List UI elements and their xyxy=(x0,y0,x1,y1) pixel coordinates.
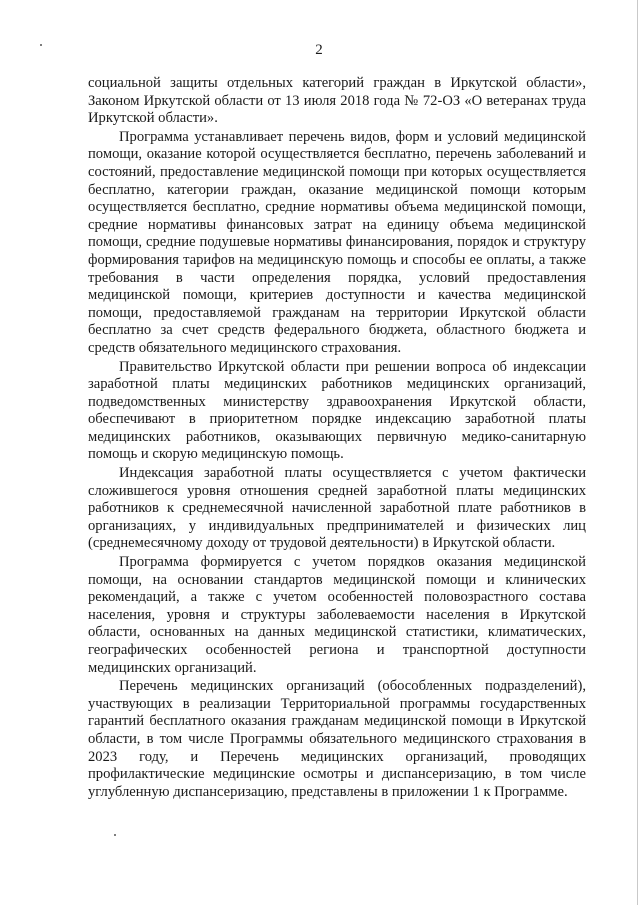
paragraph-continuation: социальной защиты отдельных категорий граждан в Иркутской области», Законом Иркутской области от 13 июля 2018 года № 72-ОЗ «О ветеранах труда Иркутской области». xyxy=(88,75,586,127)
paragraph-program-scope: Программа устанавливает перечень видов, форм и условий медицинской помощи, оказание которой осуществляется бесплатно, перечень заболеваний и состояний, предоставление медицинской помощи при которых осуществляется бесплатно, категории граждан, оказание медицинской помощи которым осуществляется бесплатно, средние нормативы объема медицинской помощи, средние нормативы финансовых затрат на единицу объема медицинской помощи, средние подушевые нормативы финансирования, порядок и структуру формирования тарифов на медицинскую помощь и способы ее оплаты, а также требования в части определения порядка, условий предоставления медицинской помощи, критериев доступности и качества медицинской помощи, предоставляемой гражданам на территории Иркутской области бесплатно за счет средств федерального бюджета, областного бюджета и средств обязательного медицинского страхования. xyxy=(88,128,586,356)
paragraph-medical-organizations-list: Перечень медицинских организаций (обособленных подразделений), участвующих в реализации Территориальной программы государственных гарантий бесплатного оказания гражданам медицинской помощи в Иркутской области, в том числе Программы обязательного медицинского страхования в 2023 году, и Перечень медицинских организаций, проводящих профилактические медицинские осмотры и диспансеризацию, в том числе углубленную диспансеризацию, представлены в приложении 1 к Программе. xyxy=(88,678,586,800)
paragraph-program-formation: Программа формируется с учетом порядков оказания медицинской помощи, на основании стандартов медицинской помощи и клинических рекомендаций, а также с учетом особенностей половозрастного состава населения, уровня и структуры заболеваемости населения в Иркутской области, основанных на данных медицинской статистики, климатических, географических особенностей региона и транспортной доступности медицинских организаций. xyxy=(88,554,586,676)
scan-speck xyxy=(114,834,116,836)
paragraph-salary-indexation-basis: Индексация заработной платы осуществляется с учетом фактически сложившегося уровня отношения средней заработной платы медицинских работников к среднемесячной начисленной заработной плате работников в организациях, у индивидуальных предпринимателей и физических лиц (среднемесячному доходу от трудовой деятельности) в Иркутской области. xyxy=(88,465,586,552)
paragraph-salary-indexation-decision: Правительство Иркутской области при решении вопроса об индексации заработной платы медицинских работников медицинских организаций, подведомственных министерству здравоохранения Иркутской области, обеспечивают в приоритетном порядке индексацию заработной платы медицинских работников, оказывающих первичную медико-санитарную помощь и скорую медицинскую помощь. xyxy=(88,358,586,463)
page-number: 2 xyxy=(315,42,323,58)
document-body xyxy=(88,75,586,801)
